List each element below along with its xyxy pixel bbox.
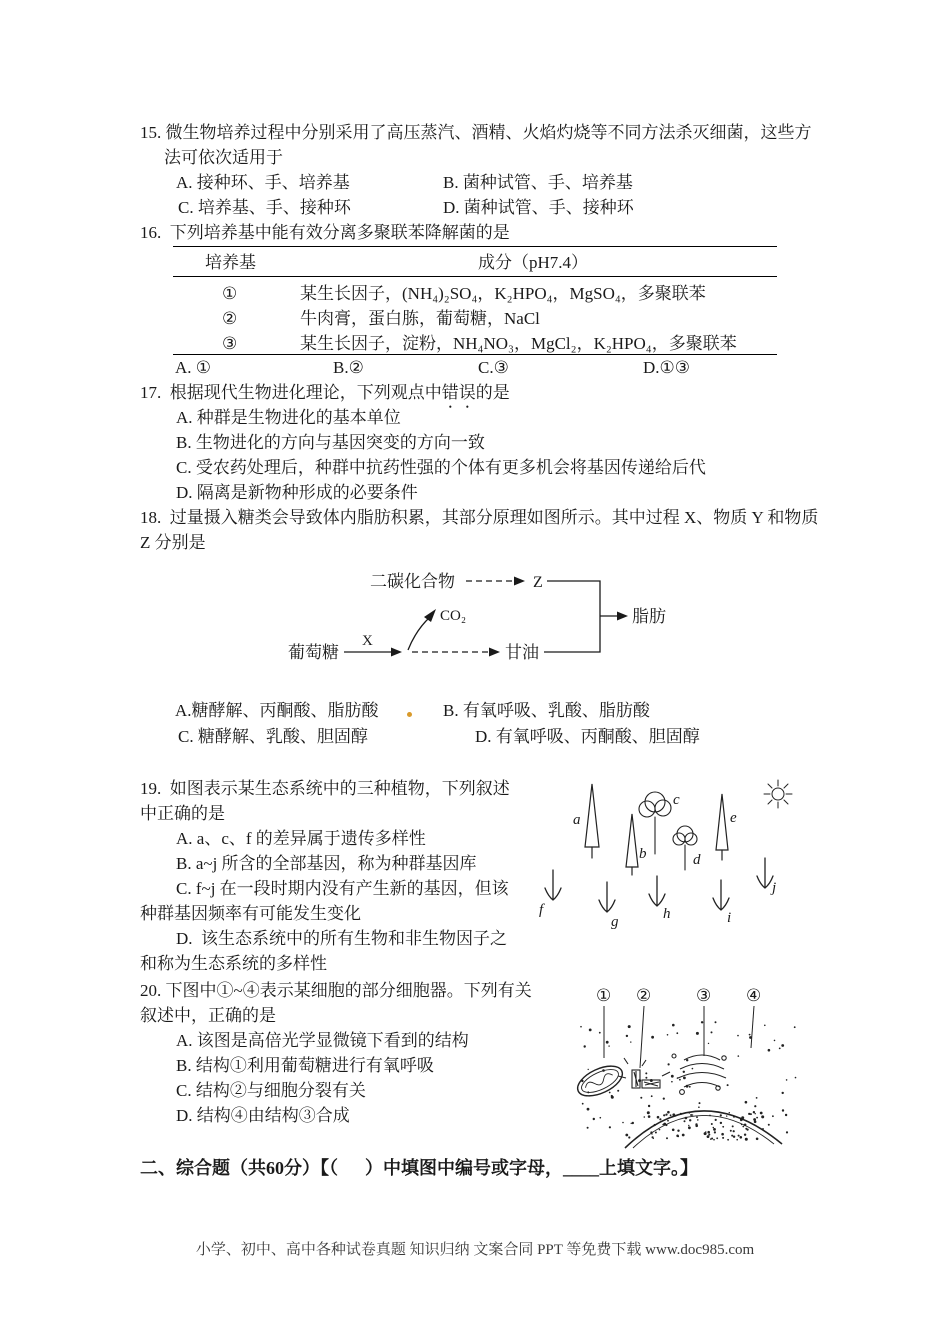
q18-option-c: C. 糖酵解、乳酸、胆固醇	[178, 727, 368, 746]
q19-stem-line2: 中正确的是	[140, 804, 225, 823]
q19-label-e: e	[730, 810, 737, 826]
q19-option-c-line2: 种群基因频率有可能发生变化	[140, 904, 361, 923]
q16-table-header-1: 培养基	[205, 253, 256, 272]
table-bottom-rule	[173, 354, 777, 355]
q18-node-fat: 脂肪	[632, 607, 666, 626]
q15-stem-line2: 法可依次适用于	[164, 148, 283, 167]
q19-label-g: g	[611, 914, 619, 930]
q20-option-a: A. 该图是高倍光学显微镜下看到的结构	[176, 1031, 469, 1050]
q16-option-a: A. ①	[175, 358, 212, 377]
conifer-tree-e	[716, 794, 728, 860]
q19-label-i: i	[727, 910, 732, 926]
grass-i	[713, 880, 729, 910]
q16-table-row3-content: 某生长因子，淀粉，NH₄NO₃，MgCl₂，K₂HPO₄，多聚联苯	[300, 334, 737, 353]
q19-label-h: h	[663, 906, 671, 922]
q19-option-a: A. a、c、f 的差异属于遗传多样性	[176, 829, 426, 848]
q17-option-a: A. 种群是生物进化的基本单位	[176, 408, 401, 427]
q20-stem-line2: 叙述中，正确的是	[140, 1006, 276, 1025]
q19-label-c: c	[673, 792, 680, 808]
q15-stem-line1: 15. 微生物培养过程中分别采用了高压蒸汽、酒精、火焰灼烧等不同方法杀灭细菌，这些方	[140, 123, 812, 142]
grass-j	[757, 858, 773, 888]
q16-table-row3-label: ③	[222, 334, 238, 353]
q18-node-glucose: 葡萄糖	[288, 643, 339, 662]
q19-label-j: j	[772, 880, 777, 896]
q19-option-b: B. a~j 所含的全部基因，称为种群基因库	[176, 854, 477, 873]
q19-option-d-line2: 和称为生态系统的多样性	[140, 954, 327, 973]
q18-metabolism-diagram	[280, 560, 710, 675]
q15-option-a: A. 接种环、手、培养基	[176, 173, 350, 192]
q18-label-x: X	[362, 633, 373, 649]
q16-option-c: C.③	[478, 358, 509, 377]
conifer-tree-b	[626, 814, 638, 875]
q18-node-z: Z	[533, 574, 543, 591]
q16-table-row1-content: 某生长因子，(NH₄)₂SO₄，K₂HPO₄，MgSO₄，多聚联苯	[300, 284, 706, 303]
q17-stem-post: 的是	[475, 383, 510, 402]
table-header-rule	[173, 276, 777, 277]
q19-stem-line1: 19. 如图表示某生态系统中的三种植物，下列叙述	[140, 779, 510, 798]
q18-option-d: D. 有氧呼吸、丙酮酸、胆固醇	[475, 727, 700, 746]
sun-icon	[764, 780, 792, 808]
q18-node-dicarbon: 二碳化合物	[370, 572, 455, 591]
q18-stem-line1: 18. 过量摄入糖类会导致体内脂肪积累，其部分原理如图所示。其中过程 X、物质 Y 和物质	[140, 508, 819, 527]
q15-option-b: B. 菌种试管、手、培养基	[443, 173, 633, 192]
grass-g	[599, 882, 615, 912]
table-top-rule	[173, 246, 777, 247]
q19-ecosystem-figure	[535, 772, 800, 937]
q18-option-a: A.糖酵解、丙酮酸、脂肪酸	[175, 701, 379, 720]
conifer-tree-a	[585, 784, 599, 858]
round-tree-c	[639, 792, 671, 854]
section2-heading: 二、综合题（共60分）【（ ）中填图中编号或字母，____上填文字。】	[140, 1158, 698, 1178]
cytoplasm-stipple	[580, 1021, 796, 1139]
q20-label-3: ③	[696, 986, 712, 1005]
q17-option-c: C. 受农药处理后，种群中抗药性强的个体有更多机会将基因传递给后代	[176, 458, 706, 477]
q19-label-b: b	[639, 846, 647, 862]
golgi-drawing	[672, 1054, 726, 1094]
q20-option-d: D. 结构④由结构③合成	[176, 1106, 350, 1125]
q19-option-c-line1: C. f~j 在一段时期内没有产生新的基因，但该	[176, 879, 509, 898]
q20-label-2: ②	[636, 986, 652, 1005]
q20-option-b: B. 结构①利用葡萄糖进行有氧呼吸	[176, 1056, 434, 1075]
q19-label-d: d	[693, 852, 701, 868]
q17-option-b: B. 生物进化的方向与基因突变的方向一致	[176, 433, 485, 452]
q18-node-co2: CO₂	[440, 608, 467, 624]
centriole-drawing	[618, 1058, 670, 1088]
q16-table-row2-content: 牛肉膏，蛋白胨，葡萄糖，NaCl	[300, 309, 540, 328]
q19-label-a: a	[573, 812, 581, 828]
q17-option-d: D. 隔离是新物种形成的必要条件	[176, 483, 418, 502]
q16-table-header-2: 成分（pH7.4）	[478, 253, 589, 272]
grass-f	[545, 870, 561, 900]
q16-table-row1-label: ①	[222, 284, 238, 303]
q16-table-row2-label: ②	[222, 309, 238, 328]
q20-option-c: C. 结构②与细胞分裂有关	[176, 1081, 366, 1100]
q20-cell-organelles-figure	[570, 984, 805, 1152]
q20-label-1: ①	[596, 986, 612, 1005]
q19-label-f: f	[539, 902, 544, 918]
q15-option-d: D. 菌种试管、手、接种环	[443, 198, 634, 217]
q15-option-c: C. 培养基、手、接种环	[178, 198, 351, 217]
q20-stem-line1: 20. 下图中①~④表示某细胞的部分细胞器。下列有关	[140, 981, 532, 1000]
page-footer: 小学、初中、高中各种试卷真题 知识归纳 文案合同 PPT 等免费下载 www.doc985.com	[195, 1242, 755, 1258]
grass-h	[649, 876, 665, 906]
q16-option-d: D.①③	[643, 358, 691, 377]
stray-mark	[407, 712, 412, 717]
q19-option-d-line1: D. 该生态系统中的所有生物和非生物因子之	[176, 929, 508, 948]
q17-stem-pre: 17. 根据现代生物进化理论，下列观点中	[140, 383, 442, 402]
q18-stem-line2: Z 分别是	[140, 533, 206, 552]
q20-label-4: ④	[746, 986, 762, 1005]
q16-option-b: B.②	[333, 358, 364, 377]
q16-stem: 16. 下列培养基中能有效分离多聚联苯降解菌的是	[140, 223, 510, 242]
q18-node-glycerol: 甘油	[505, 643, 539, 662]
q18-option-b: B. 有氧呼吸、乳酸、脂肪酸	[443, 701, 650, 720]
q17-stem-emphasis: 错误	[441, 383, 476, 402]
